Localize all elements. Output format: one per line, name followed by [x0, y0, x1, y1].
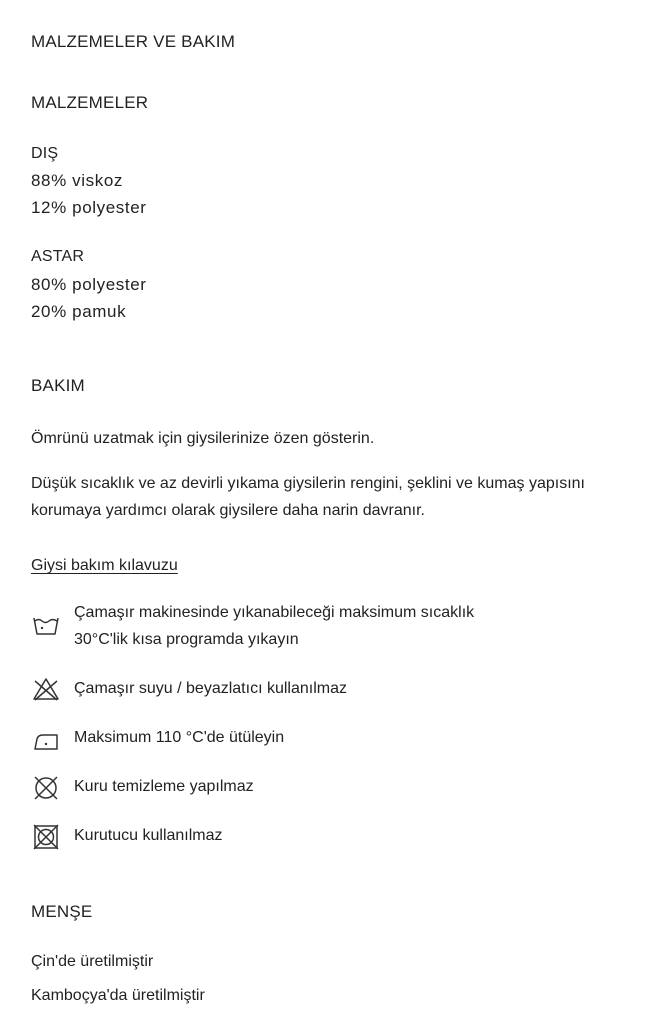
care-intro: Ömrünü uzatmak için giysilerinize özen gösterin.: [31, 430, 375, 447]
care-instruction-text: Maksimum 110 °C'de ütüleyin: [74, 729, 285, 746]
lining-composition-item: 80% polyester: [31, 275, 147, 294]
care-instruction-text: Kurutucu kullanılmaz: [74, 827, 223, 844]
materials-heading: MALZEMELER: [31, 93, 149, 112]
care-instruction-wash: [31, 599, 641, 653]
outer-label: DIŞ: [31, 145, 59, 162]
outer-composition-item: 12% polyester: [31, 198, 147, 217]
origin-item: Çin'de üretilmiştir: [31, 953, 154, 970]
care-heading: BAKIM: [31, 376, 85, 395]
care-guide-link[interactable]: Giysi bakım kılavuzu: [31, 557, 178, 574]
care-instruction-iron: [31, 724, 641, 755]
care-instruction-text: 30°C'lik kısa programda yıkayın: [74, 631, 299, 648]
page-title: MALZEMELER VE BAKIM: [31, 32, 236, 51]
wash-30-icon: [31, 611, 61, 641]
outer-composition-item: 88% viskoz: [31, 171, 123, 190]
no-dry-clean-icon: [31, 773, 61, 803]
care-instruction-tumble-dry: [31, 822, 641, 852]
care-instruction-text: Kuru temizleme yapılmaz: [74, 778, 254, 795]
lining-label: ASTAR: [31, 248, 85, 265]
care-paragraph: Düşük sıcaklık ve az devirli yıkama giysilerin rengini, şeklini ve kumaş yapısını korumaya yardımcı olarak giysilere daha narin davranır.: [31, 475, 585, 519]
iron-110-icon: [31, 725, 61, 755]
care-instruction-text: Çamaşır makinesinde yıkanabileceği maksimum sıcaklık: [74, 604, 475, 621]
care-instruction-bleach: [31, 675, 641, 704]
no-tumble-dry-icon: [31, 822, 61, 852]
lining-composition-item: 20% pamuk: [31, 302, 127, 321]
origin-item: Kamboçya'da üretilmiştir: [31, 987, 205, 1004]
care-instruction-dry-clean: [31, 773, 641, 803]
no-bleach-icon: [31, 674, 61, 704]
care-instruction-text: Çamaşır suyu / beyazlatıcı kullanılmaz: [74, 680, 347, 697]
origin-heading: MENŞE: [31, 902, 93, 921]
